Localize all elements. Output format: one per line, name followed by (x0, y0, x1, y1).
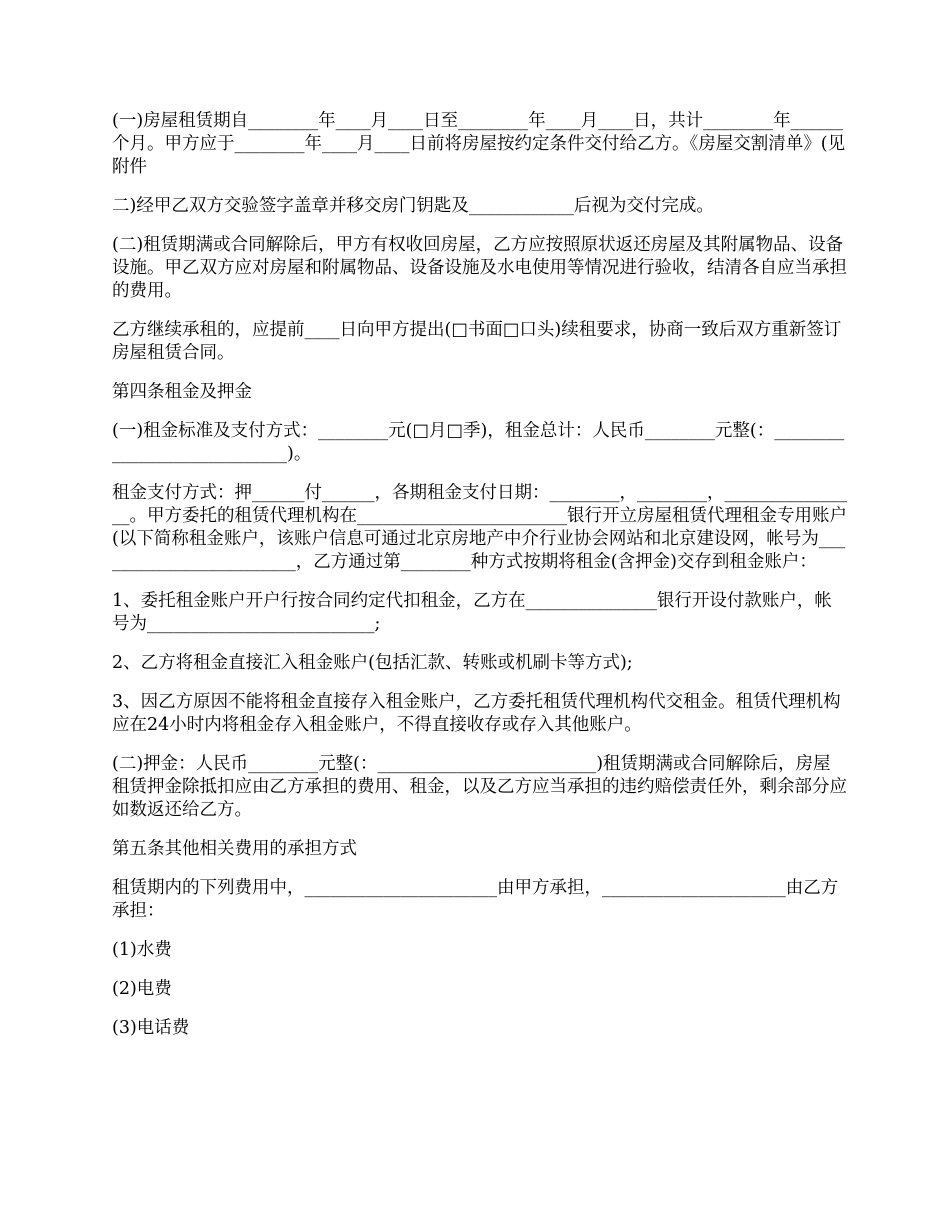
list-item-water: (1)水费 (112, 940, 172, 960)
paragraph-renewal: 乙方继续承租的，应提前____日向甲方提出(□书面□口头)续租要求，协商一致后双方重新签订房屋租赁合同。 (112, 320, 842, 363)
paragraph-handover: 二)经甲乙双方交验签字盖章并移交房门钥匙及____________后视为交付完成。 (112, 196, 714, 216)
paragraph-deposit: (二)押金：人民币________元整(：_________________________)租赁期满或合同解除后，房屋租赁押金除抵扣应由乙方承担的费用、租金，以及乙方应当承担的违约赔偿责任外，剩余部分应如数返还给乙方。 (112, 754, 847, 820)
document-body (112, 110, 848, 1056)
heading-article-4: 第四条租金及押金 (112, 382, 252, 402)
paragraph-lease-term: (一)房屋租赁期自________年____月____日至________年____月____日，共计________年______个月。甲方应于________年____月____日前将房屋按约定条件交付给乙方。《房屋交割清单》(见附件 (112, 111, 846, 177)
paragraph-rent-standard: (一)租金标准及支付方式：________元(□月□季)，租金总计：人民币________元整(：____________________________)。 (112, 421, 845, 464)
list-item-option-1: 1、委托租金账户开户行按合同约定代扣租金，乙方在_______________银行开设付款账户，帐号为__________________________; (112, 591, 832, 634)
paragraph-fee-allocation: 租赁期内的下列费用中，______________________由甲方承担，_____________________由乙方承担： (112, 878, 839, 921)
paragraph-payment-method: 租金支付方式：押______付______，各期租金支付日期：________，________，________________。甲方委托的租赁代理机构在________________________银行开立房屋租赁代理租金专用账户(以下简称租金账户，该账户信息可通过北京房地产中介行业协会网站和北京建设网，帐号为________________________，乙方通过第________种方式按期将租金(含押金)交存到租金账户： (112, 483, 847, 572)
list-item-electricity: (2)电费 (112, 979, 172, 999)
list-item-telephone: (3)电话费 (112, 1018, 190, 1038)
list-item-option-2: 2、乙方将租金直接汇入租金账户(包括汇款、转账或机刷卡等方式); (112, 653, 633, 673)
heading-article-5: 第五条其他相关费用的承担方式 (112, 839, 357, 859)
paragraph-lease-end: (二)租赁期满或合同解除后，甲方有权收回房屋，乙方应按照原状返还房屋及其附属物品、设备设施。甲乙双方应对房屋和附属物品、设备设施及水电使用等情况进行验收，结清各自应当承担的费用。 (112, 235, 847, 301)
list-item-option-3: 3、因乙方原因不能将租金直接存入租金账户，乙方委托租赁代理机构代交租金。租赁代理机构应在24小时内将租金存入租金账户，不得直接收存或存入其他账户。 (112, 692, 841, 735)
